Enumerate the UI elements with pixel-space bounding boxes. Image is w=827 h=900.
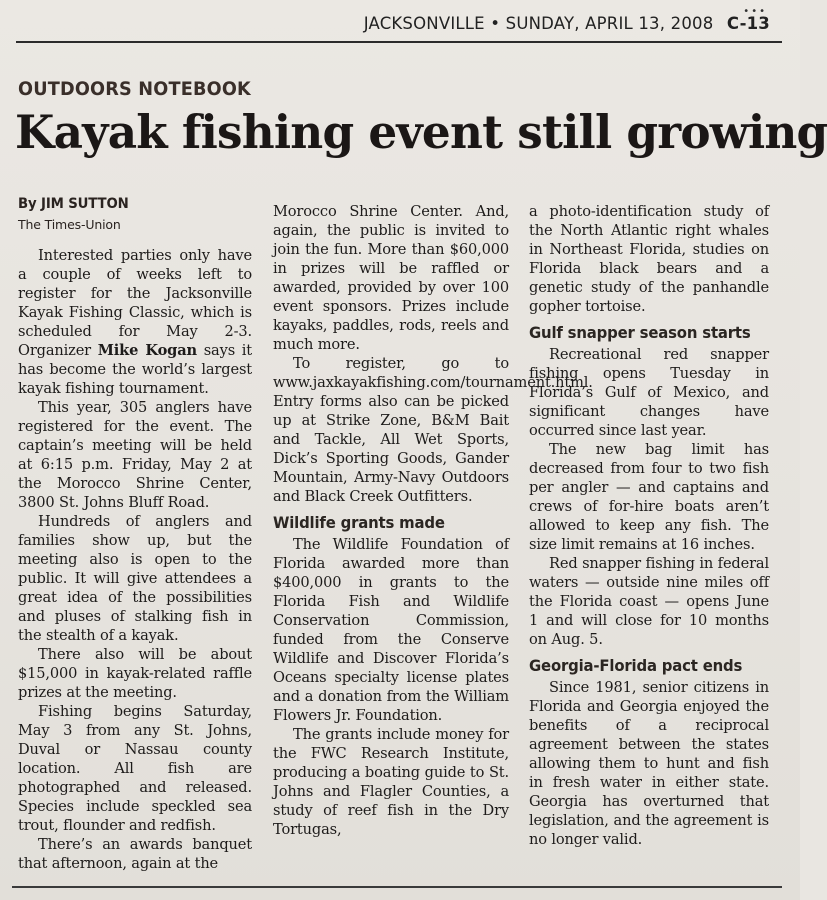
- kayak-paragraph-5: Fishing begins Saturday, May 3 from any St. Johns, Duval or Nassau county location. All fish are photographed and released. Species include speckled sea trout, flounder and redfish.: [18, 703, 252, 834]
- kayak-paragraph-2: This year, 305 anglers have registered for the event. The captain’s meeting will be held at 6:15 p.m. Friday, May 2 at the Morocco Shrine Center, 3800 St. Johns Bluff Road.: [18, 399, 252, 511]
- snapper-paragraph-1: Recreational red snapper fishing opens Tuesday in Florida’s Gulf of Mexico, and significant changes have occurred since last year.: [529, 346, 769, 439]
- snapper-heading: Gulf snapper season starts: [529, 323, 751, 342]
- kayak-paragraph-7: To register, go to www.jaxkayakfishing.com/tournament.html. Entry forms also can be picked up at Strike Zone, B&M Bait and Tackle, All Wet Sports, Dick’s Sporting Goods, Gander Mountain, Army-Navy Outdoors and Black Creek Outfitters.: [273, 355, 593, 505]
- organizer-name: Mike Kogan: [97, 342, 197, 359]
- top-rule: [16, 41, 782, 43]
- page-number: C-13: [726, 14, 770, 33]
- organization: The Times-Union: [18, 217, 121, 232]
- snapper-paragraph-3: Red snapper fishing in federal waters — outside nine miles off the Florida coast — opens June 1 and will close for 10 months on Aug. 5.: [529, 555, 769, 648]
- section-kicker: OUTDOORS NOTEBOOK: [18, 78, 251, 100]
- snapper-paragraph-2: The new bag limit has decreased from four to two fish per angler — and captains and crews of for-hire boats aren’t allowed to keep any fish. The size limit remains at 16 inches.: [529, 441, 769, 553]
- dateline-separator: •: [490, 14, 501, 33]
- georgia-heading: Georgia-Florida pact ends: [529, 656, 743, 675]
- kayak-p1-text-end: says it has become the world’s largest kayak fishing tournament.: [18, 342, 252, 397]
- dateline-city: JACKSONVILLE: [363, 14, 485, 33]
- dateline-date: SUNDAY, APRIL 13, 2008: [505, 14, 714, 33]
- byline: By JIM SUTTON: [18, 196, 129, 212]
- wildlife-paragraph-2: The grants include money for the FWC Research Institute, producing a boating guide to St. Johns and Flagler Counties, a study of reef fish in the Dry Tortugas,: [273, 726, 509, 838]
- georgia-paragraph-1: Since 1981, senior citizens in Florida and Georgia enjoyed the benefits of a reciprocal agreement between the states allowing them to hunt and fish in fresh water in either state. Georgia has overturned that legislation, and the agreement is no longer valid.: [529, 679, 769, 848]
- column-1: [18, 195, 252, 884]
- dateline: [364, 14, 770, 33]
- page-dots: •••: [743, 6, 767, 17]
- column-3: [529, 202, 769, 884]
- wildlife-paragraph-2-continued: a photo-identification study of the North Atlantic right whales in Northeast Florida, studies on Florida black bears and a genetic study of the panhandle gopher tortoise.: [529, 203, 769, 315]
- kayak-p1-text: Interested parties only have a couple of weeks left to register for the Jacksonville Kayak Fishing Classic, which is scheduled for May 2-3. Organizer: [18, 247, 252, 359]
- wildlife-heading: Wildlife grants made: [273, 513, 445, 532]
- kayak-paragraph-6: There’s an awards banquet that afternoon, again at the: [18, 836, 252, 872]
- bottom-rule: [12, 886, 782, 888]
- kayak-paragraph-3: Hundreds of anglers and families show up, but the meeting also is open to the public. It will give attendees a great idea of the possibilities and pluses of stalking fish in the stealth of a kayak.: [18, 513, 252, 644]
- kayak-paragraph-6-continued: Morocco Shrine Center. And, again, the public is invited to join the fun. More than $60,000 in prizes will be raffled or awarded, provided by over 100 event sponsors. Prizes include kayaks, paddles, rods, reels and much more.: [273, 203, 509, 353]
- wildlife-paragraph-1: The Wildlife Foundation of Florida awarded more than $400,000 in grants to the Florida Fish and Wildlife Conservation Commission, funded from the Conserve Wildlife and Discover Florida’s Oceans specialty license plates and a donation from the William Flowers Jr. Foundation.: [273, 536, 509, 724]
- kayak-paragraph-4: There also will be about $15,000 in kayak-related raffle prizes at the meeting.: [18, 646, 252, 701]
- column-2: [273, 202, 593, 884]
- headline: Kayak fishing event still growing: [15, 105, 827, 159]
- kayak-paragraph-1: [18, 246, 252, 398]
